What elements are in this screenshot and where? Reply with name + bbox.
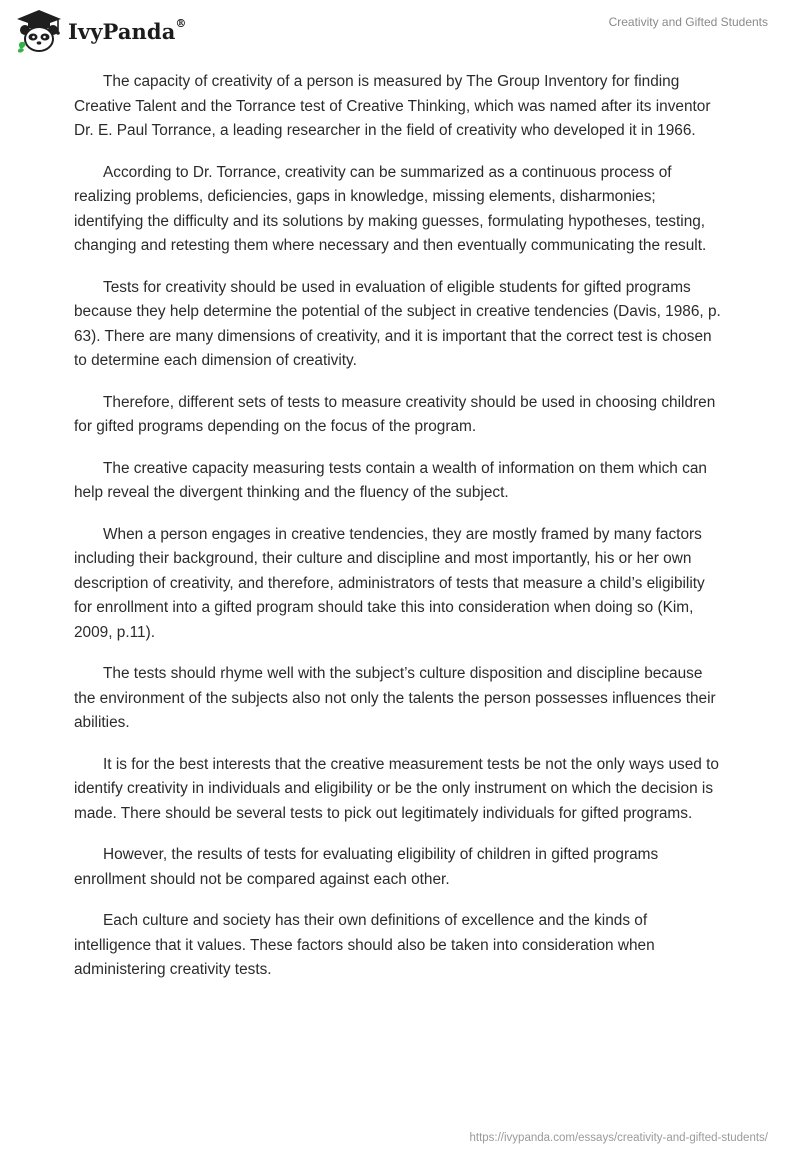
paragraph: Each culture and society has their own definitions of excellence and the kinds of intelligence that it values. These factors should also be taken into consideration when administering creativity tests.	[74, 912, 655, 978]
paragraph: According to Dr. Torrance, creativity can be summarized as a continuous process of realizing problems, deficiencies, gaps in knowledge, missing elements, disharmonies; identifying the difficulty and its solutions by making guesses, formulating hypotheses, testing, changing and retesting them where necessary and then eventually communicating the result.	[74, 163, 707, 254]
ivypanda-logo[interactable]	[14, 8, 187, 54]
paragraph: The capacity of creativity of a person is measured by The Group Inventory for finding Creative Talent and the Torrance test of Creative Thinking, which was named after its inventor Dr. E. Paul Torrance, a leading researcher in the field of creativity who developed it in 1966.	[74, 73, 711, 139]
paragraph: When a person engages in creative tendencies, they are mostly framed by many factors including their background, their culture and discipline and most importantly, his or her own description of creativity, and therefore, administrators of tests that measure a child’s eligibility for enrollment into a gifted program should take this into consideration when doing so (Kim, 2009, p.11).	[74, 525, 705, 641]
document-title: Creativity and Gifted Students	[608, 15, 768, 29]
essay-body	[74, 70, 726, 1000]
paragraph: The creative capacity measuring tests contain a wealth of information on them which can help reveal the divergent thinking and the fluency of the subject.	[74, 459, 707, 501]
paragraph: Therefore, different sets of tests to measure creativity should be used in choosing children for gifted programs depending on the focus of the program.	[74, 393, 716, 435]
panda-graduate-icon	[14, 8, 64, 54]
paragraph: Tests for creativity should be used in evaluation of eligible students for gifted programs because they help determine the potential of the subject in creative tendencies (Davis, 1986, p. 63). There are many dimensions of creativity, and it is important that the correct test is chosen to determine each dimension of creativity.	[74, 278, 721, 369]
paragraph: However, the results of tests for evaluating eligibility of children in gifted programs enrollment should not be compared against each other.	[74, 846, 659, 888]
source-url[interactable]: https://ivypanda.com/essays/creativity-and-gifted-students/	[469, 1132, 768, 1144]
brand-name: IvyPanda®	[68, 16, 187, 44]
paragraph: It is for the best interests that the creative measurement tests be not the only ways used to identify creativity in individuals and eligibility or be the only instrument on which the decision is made. There should be several tests to pick out legitimately individuals for gifted programs.	[74, 755, 719, 822]
page-header	[0, 0, 800, 64]
paragraph: The tests should rhyme well with the subject’s culture disposition and discipline because the environment of the subjects also not only the talents the person possesses influences their abilities.	[74, 665, 716, 731]
